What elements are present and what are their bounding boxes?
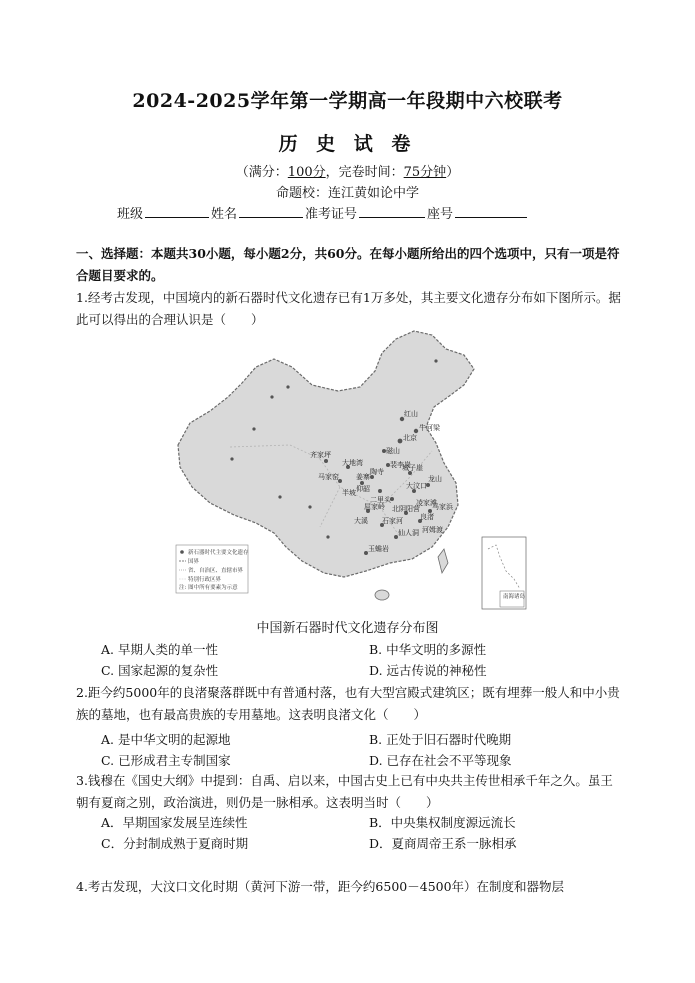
- site-label: 半坡: [342, 489, 356, 497]
- setter-school: 命题校：连江黄如论中学: [275, 186, 419, 201]
- question-4-stem: 4.考古发现，大汶口文化时期（黄河下游一带，距今约6500－4500年）在制度和器物层: [76, 879, 565, 894]
- site-label: 仙人洞: [398, 529, 419, 537]
- legend-entry: 新石器时代主要文化遗存: [188, 550, 249, 556]
- class-label: 班级: [117, 207, 144, 222]
- site-label: 马家浜: [432, 503, 453, 511]
- name-blank[interactable]: [239, 205, 303, 218]
- site-label: 龙山: [428, 475, 442, 483]
- hainan-shape: [375, 590, 389, 600]
- class-blank[interactable]: [145, 205, 209, 218]
- exam-id-blank[interactable]: [359, 205, 425, 218]
- q3-option-a[interactable]: A．早期国家发展呈连续性: [101, 815, 248, 830]
- site-label: 河姆渡: [422, 526, 443, 534]
- question-1-stem: 1.经考古发现，中国境内的新石器时代文化遗存已有1万多处，其主要文化遗存分布如下图所示。据此可以得出的合理认识是（ ）: [76, 290, 621, 327]
- inset-label: 南海诸岛: [503, 594, 526, 600]
- exam-subject: 历 史 试 卷: [278, 133, 417, 155]
- q2-option-b[interactable]: B. 正处于旧石器时代晚期: [369, 732, 512, 747]
- site-label: 大地湾: [342, 459, 363, 467]
- site-label: 陶寺: [370, 468, 384, 476]
- site-label: 北阴阳营: [392, 505, 420, 513]
- site-label: 齐家坪: [310, 451, 331, 459]
- question-2-stem: 2.距今约5000年的良渚聚落群既中有普通村落，也有大型宫殿式建筑区；既有埋葬一般人和中小贵族的墓地，也有最高贵族的专用墓地。这表明良渚文化（ ）: [76, 685, 620, 722]
- q3-option-b[interactable]: B．中央集权制度源远流长: [369, 815, 516, 830]
- site-label: 凌家滩: [416, 499, 437, 507]
- site-label: 石家河: [382, 517, 403, 525]
- legend-entry: 省、自治区、直辖市界: [188, 568, 244, 574]
- site-label: 玉蟾岩: [368, 545, 389, 553]
- full-score: 100分: [287, 165, 326, 180]
- exam-id-label: 准考证号: [305, 207, 358, 222]
- site-label: 红山: [404, 410, 418, 418]
- site-label: 牛河梁: [419, 424, 440, 432]
- site-label: 仰韶: [356, 485, 370, 493]
- q2-option-d[interactable]: D. 已存在社会不平等现象: [369, 753, 512, 768]
- exam-duration: 75分钟: [403, 165, 447, 180]
- map-legend: [176, 545, 249, 593]
- seat-label: 座号: [427, 207, 454, 222]
- seat-blank[interactable]: [455, 205, 527, 218]
- neolithic-sites-map: [170, 327, 530, 612]
- q1-option-c[interactable]: C. 国家起源的复杂性: [101, 663, 219, 678]
- map-caption: 中国新石器时代文化遗存分布图: [256, 621, 439, 636]
- legend-note: 注: 图中所有要素为示意: [179, 585, 238, 591]
- site-label: 城子崖: [402, 464, 423, 472]
- q3-option-d[interactable]: D．夏商周帝王系一脉相承: [369, 836, 517, 851]
- site-label: 屈家岭: [364, 503, 385, 511]
- q2-option-a[interactable]: A. 是中华文明的起源地: [101, 732, 231, 747]
- site-label: 磁山: [386, 447, 400, 455]
- score-line: （满分：100分，完卷时间：75分钟）: [235, 165, 460, 180]
- q2-option-c[interactable]: C. 已形成君主专制国家: [101, 753, 231, 768]
- site-label: 大溪: [354, 517, 368, 525]
- student-info-line: [117, 203, 529, 222]
- site-label: 二里头: [370, 496, 391, 504]
- site-label: 北京: [403, 434, 417, 442]
- site-label: 姜寨: [356, 473, 370, 481]
- question-3-stem: 3.钱穆在《国史大纲》中提到：自禹、启以来，中国古史上已有中央共主传世相承千年之久。虽王朝有夏商之别，政治演进，则仍是一脉相承。这表明当时（ ）: [76, 773, 613, 810]
- q1-option-a[interactable]: A. 早期人类的单一性: [101, 642, 218, 657]
- site-label: 裴李岗: [390, 461, 411, 469]
- legend-entry: 国界: [188, 559, 200, 565]
- q3-option-c[interactable]: C．分封制成熟于夏商时期: [101, 836, 249, 851]
- exam-title: 2024-2025学年第一学期高一年段期中六校联考: [132, 90, 563, 112]
- site-label: 大汶口: [406, 482, 427, 490]
- south-china-sea-inset: [482, 537, 526, 609]
- section-heading: 一、选择题：本题共30小题，每小题2分，共60分。在每小题所给出的四个选项中，只有一项是符合题目要求的。: [76, 246, 620, 283]
- q1-option-d[interactable]: D. 远古传说的神秘性: [369, 663, 487, 678]
- name-label: 姓名: [211, 207, 238, 222]
- site-label: 马家窑: [318, 473, 339, 481]
- legend-entry: 特别行政区界: [188, 577, 222, 583]
- q1-option-b[interactable]: B. 中华文明的多源性: [369, 642, 487, 657]
- site-label: 良渚: [420, 513, 434, 521]
